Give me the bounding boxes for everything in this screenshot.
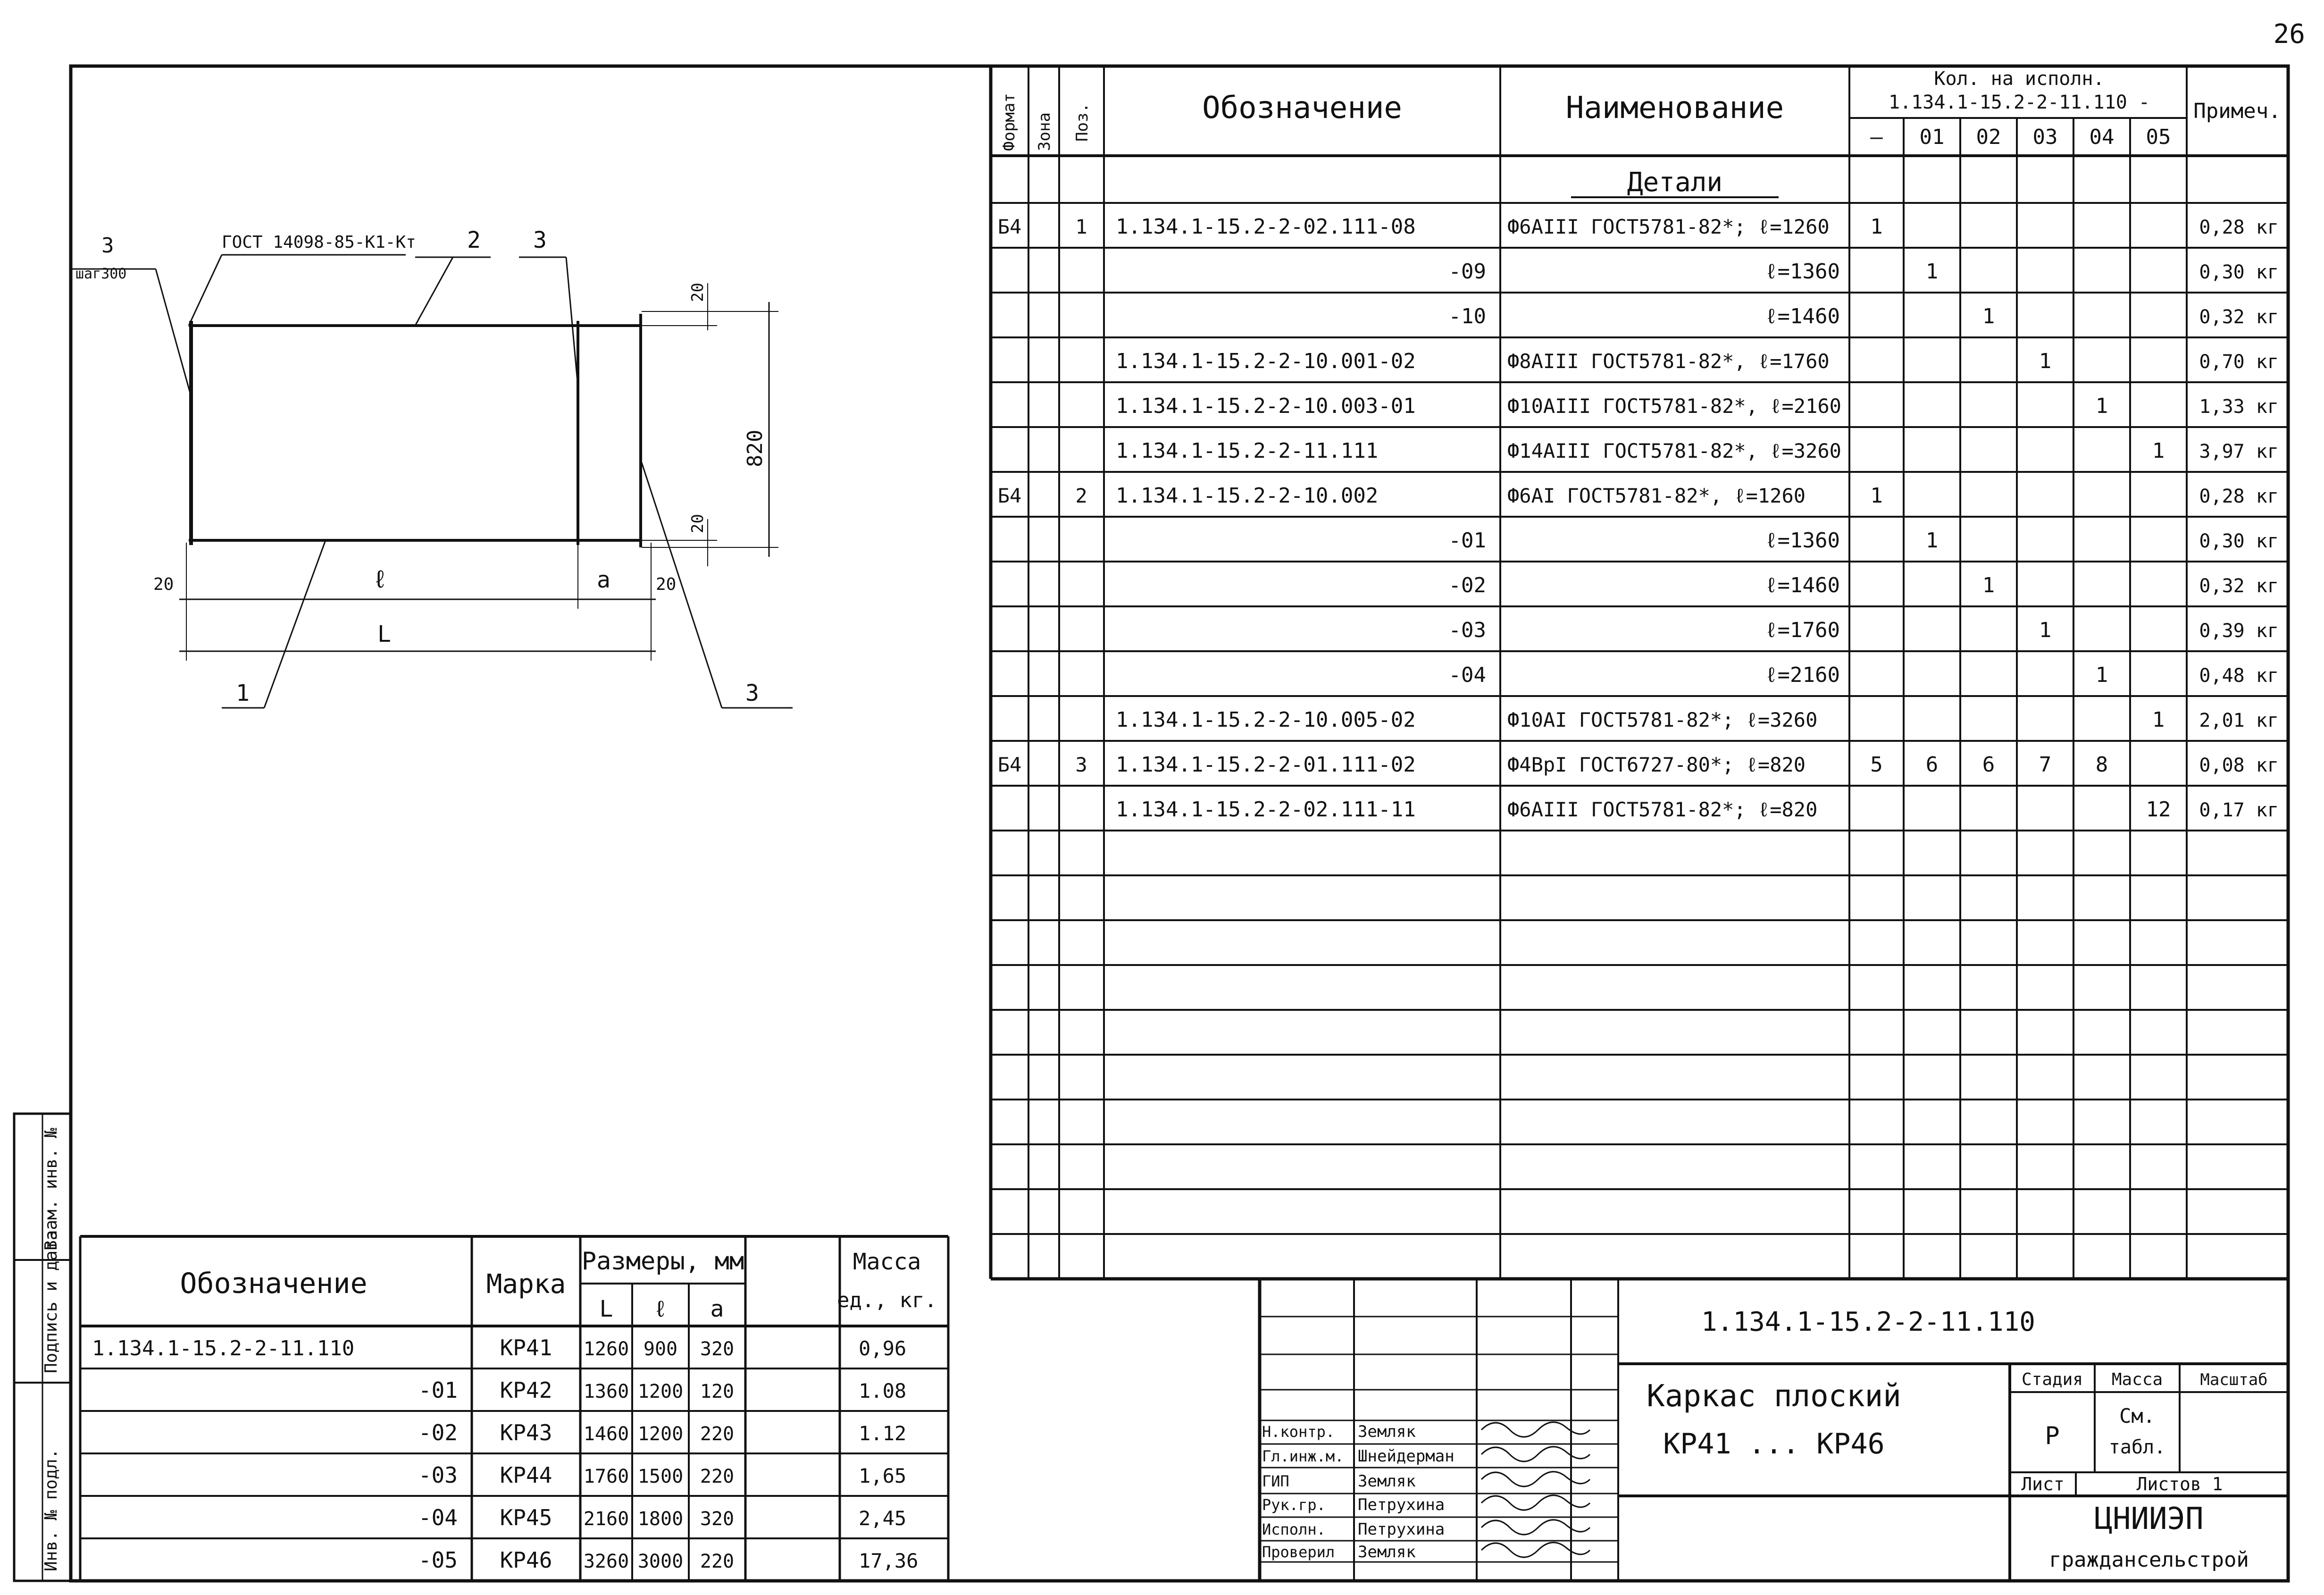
- title-person: Петрухина: [1358, 1495, 1445, 1514]
- marks-row-L: 1360: [583, 1381, 629, 1402]
- page-number: 26: [2273, 19, 2305, 50]
- marks-row-mass: 1.08: [859, 1379, 907, 1402]
- spec-variant-4: 04: [2089, 125, 2115, 149]
- title-org-2: граждансельстрой: [2049, 1548, 2249, 1572]
- spec-row-name: Ф6АIII ГОСТ5781-82*; ℓ=820: [1507, 798, 1818, 821]
- marks-table: [80, 1236, 948, 1581]
- title-mass-2: табл.: [2108, 1436, 2166, 1458]
- marks-row-a: 320: [700, 1338, 735, 1360]
- title-h-scale: Масштаб: [2200, 1370, 2268, 1389]
- marks-row-designation: -02: [418, 1420, 458, 1445]
- marks-row-a: 220: [700, 1423, 735, 1445]
- title-h-mass: Масса: [2111, 1370, 2163, 1389]
- marks-h-mass2: ед., кг.: [837, 1288, 937, 1312]
- title-person: Земляк: [1358, 1543, 1416, 1561]
- spec-h-name: Наименование: [1565, 91, 1784, 126]
- dim-L: L: [377, 621, 391, 647]
- marks-row-a: 220: [700, 1466, 735, 1487]
- spec-row-format: Б4: [997, 753, 1022, 776]
- marks-h-dims: Размеры, мм: [581, 1247, 744, 1276]
- signature-mark: [1481, 1422, 1590, 1437]
- spec-row-note: 0,70 кг: [2199, 351, 2279, 373]
- signature-mark: [1481, 1543, 1590, 1557]
- title-person: Шнейдерман: [1358, 1447, 1455, 1466]
- title-mass-1: См.: [2119, 1404, 2155, 1427]
- spec-row-note: 0,39 кг: [2199, 620, 2279, 642]
- title-role: Гл.инж.м.: [1262, 1447, 1344, 1465]
- dim-820: 820: [743, 429, 767, 467]
- spec-row-name: Ф4ВрI ГОСТ6727-80*; ℓ=820: [1507, 753, 1806, 776]
- spec-row-qty: 1: [2039, 349, 2052, 373]
- spec-row-qty: 1: [1870, 484, 1883, 508]
- title-code: 1.134.1-15.2-2-11.110: [1701, 1307, 2036, 1337]
- side-stamp-sign: Подпись и дата: [42, 1230, 61, 1373]
- spec-row-qty: 1: [2039, 618, 2052, 642]
- spec-variant-3: 03: [2032, 125, 2058, 149]
- spec-row-note: 0,48 кг: [2199, 665, 2279, 687]
- spec-row-name: Ф14АIII ГОСТ5781-82*, ℓ=3260: [1507, 439, 1841, 462]
- title-role: Проверил: [1262, 1543, 1335, 1561]
- spec-h-designation: Обозначение: [1202, 91, 1402, 126]
- marks-row-mass: 0,96: [859, 1337, 907, 1360]
- spec-row-name: ℓ=1360: [1765, 260, 1840, 284]
- marks-row-l: 1800: [637, 1508, 684, 1530]
- spec-row-name: ℓ=1460: [1765, 573, 1840, 597]
- marks-row-L: 2160: [583, 1508, 629, 1530]
- title-person: Земляк: [1358, 1422, 1416, 1441]
- spec-row-designation: 1.134.1-15.2-2-01.111-02: [1116, 753, 1416, 777]
- signature-mark: [1481, 1520, 1590, 1535]
- spec-row-qty: 1: [2095, 663, 2108, 687]
- spec-row-name: Ф10АIII ГОСТ5781-82*, ℓ=2160: [1507, 395, 1841, 418]
- callout-pos1: 1: [236, 680, 250, 706]
- spec-row-note: 0,08 кг: [2199, 755, 2279, 776]
- spec-row-designation: 1.134.1-15.2-2-02.111-11: [1116, 798, 1416, 822]
- spec-row-pos: 1: [1075, 215, 1087, 238]
- marks-row-a: 120: [700, 1381, 735, 1402]
- spec-row-note: 0,32 кг: [2199, 575, 2279, 597]
- marks-row-mass: 2,45: [859, 1507, 907, 1530]
- title-sheets: Листов 1: [2136, 1474, 2223, 1494]
- spec-row-note: 0,32 кг: [2199, 306, 2279, 328]
- callout-pos3-mid: 3: [533, 227, 547, 253]
- marks-row-designation: -01: [418, 1377, 458, 1403]
- title-name-1: Каркас плоский: [1647, 1379, 1901, 1414]
- callout-gost: ГОСТ 14098-85-К1-Кт: [222, 233, 416, 252]
- spec-h-note: Примеч.: [2193, 99, 2281, 123]
- spec-row-name: ℓ=1460: [1765, 304, 1840, 328]
- dim-20-top: 20: [688, 283, 707, 302]
- spec-row-qty: 1: [2152, 708, 2165, 732]
- marks-row-mass: 1,65: [859, 1464, 907, 1487]
- spec-row-name: Ф8АIII ГОСТ5781-82*, ℓ=1760: [1507, 350, 1830, 373]
- callout-pos3-left: 3: [101, 234, 114, 258]
- marks-h-L: L: [599, 1296, 613, 1322]
- signature-mark: [1481, 1472, 1590, 1486]
- marks-row-designation: -03: [418, 1462, 458, 1488]
- marks-row-mark: КР45: [500, 1505, 552, 1530]
- dim-20-left: 20: [153, 575, 174, 594]
- marks-row-L: 1760: [583, 1466, 629, 1487]
- title-name-2: КР41 ... КР46: [1663, 1427, 1885, 1461]
- spec-row-name: ℓ=1360: [1765, 529, 1840, 553]
- dim-20-bottom: 20: [688, 514, 707, 533]
- spec-h-pos: Поз.: [1073, 103, 1092, 142]
- spec-row-format: Б4: [997, 215, 1022, 238]
- marks-h-mass1: Масса: [853, 1249, 921, 1275]
- spec-row-name: Ф6АIII ГОСТ5781-82*; ℓ=1260: [1507, 215, 1830, 238]
- spec-variant-1: 01: [1919, 125, 1945, 149]
- spec-row-qty: 1: [2095, 394, 2108, 418]
- title-sheet: Лист: [2021, 1474, 2065, 1494]
- marks-row-L: 1260: [583, 1338, 629, 1360]
- spec-row-designation: 1.134.1-15.2-2-11.111: [1116, 439, 1379, 463]
- spec-row-pos: 2: [1075, 484, 1087, 507]
- marks-row-designation: 1.134.1-15.2-2-11.110: [92, 1336, 355, 1360]
- marks-row-mark: КР42: [500, 1377, 552, 1403]
- marks-h-designation: Обозначение: [180, 1267, 368, 1300]
- spec-row-note: 3,97 кг: [2199, 441, 2279, 462]
- spec-variant-2: 02: [1976, 125, 2001, 149]
- spec-row-designation: 1.134.1-15.2-2-02.111-08: [1116, 215, 1416, 239]
- callout-step: шаг300: [75, 266, 127, 282]
- marks-row-designation: -04: [418, 1505, 458, 1530]
- spec-row-qty: 1: [1870, 215, 1883, 239]
- marks-row-l: 900: [643, 1338, 678, 1360]
- spec-row-qty: 8: [2095, 753, 2108, 777]
- spec-section-title: Детали: [1627, 167, 1723, 198]
- dim-a: a: [597, 567, 610, 593]
- spec-row-note: 0,30 кг: [2199, 261, 2279, 283]
- marks-row-mark: КР44: [500, 1462, 552, 1488]
- spec-variant-0: —: [1870, 125, 1883, 149]
- callout-pos2: 2: [467, 227, 481, 253]
- marks-row-l: 1500: [637, 1466, 684, 1487]
- marks-h-a: a: [710, 1296, 724, 1322]
- marks-row-L: 3260: [583, 1551, 629, 1572]
- marks-row-l: 3000: [637, 1551, 684, 1572]
- spec-row-note: 1,33 кг: [2199, 396, 2279, 418]
- title-role: Рук.гр.: [1262, 1496, 1326, 1514]
- spec-row-designation: -02: [1448, 573, 1486, 597]
- title-org-1: ЦНИИЭП: [2094, 1502, 2204, 1536]
- side-stamp-podl: Инв. № подл.: [42, 1448, 61, 1571]
- title-stage: Р: [2045, 1422, 2060, 1450]
- spec-row-designation: -03: [1448, 618, 1486, 642]
- marks-row-a: 320: [700, 1508, 735, 1530]
- dim-l: ℓ: [373, 565, 388, 594]
- dim-20-right: 20: [656, 575, 677, 594]
- title-role: Н.контр.: [1262, 1423, 1335, 1441]
- signature-mark: [1481, 1447, 1590, 1461]
- title-person: Земляк: [1358, 1472, 1416, 1491]
- spec-row-qty: 6: [1925, 753, 1939, 777]
- title-role: ГИП: [1262, 1472, 1289, 1490]
- marks-row-L: 1460: [583, 1423, 629, 1445]
- title-role: Исполн.: [1262, 1520, 1326, 1538]
- spec-row-designation: -04: [1448, 663, 1486, 687]
- marks-row-designation: -05: [418, 1547, 458, 1573]
- spec-row-qty: 12: [2146, 798, 2171, 822]
- marks-row-a: 220: [700, 1551, 735, 1572]
- spec-variant-5: 05: [2146, 125, 2171, 149]
- spec-row-designation: 1.134.1-15.2-2-10.002: [1116, 484, 1379, 508]
- marks-h-mark: Марка: [486, 1269, 566, 1300]
- drawing-labels: [75, 227, 767, 706]
- marks-h-l: ℓ: [653, 1296, 668, 1322]
- side-stamp-vzam: Взам. инв. №: [42, 1127, 61, 1251]
- marks-row-mark: КР43: [500, 1420, 552, 1445]
- callout-pos3-right: 3: [745, 680, 759, 706]
- spec-row-designation: 1.134.1-15.2-2-10.005-02: [1116, 708, 1416, 732]
- specification-table: [991, 66, 2288, 1279]
- spec-row-name: Ф10АI ГОСТ5781-82*; ℓ=3260: [1507, 708, 1818, 731]
- marks-row-mass: 1.12: [859, 1422, 907, 1445]
- signature-mark: [1481, 1495, 1590, 1510]
- spec-row-qty: 6: [1982, 753, 1995, 777]
- frame-drawing: [71, 255, 793, 708]
- spec-row-qty: 1: [2152, 439, 2165, 463]
- spec-row-qty: 1: [1925, 260, 1939, 284]
- spec-row-qty: 7: [2039, 753, 2052, 777]
- marks-row-mark: КР46: [500, 1547, 552, 1573]
- spec-h-qty1: Кол. на исполн.: [1934, 68, 2105, 90]
- marks-row-mark: КР41: [500, 1335, 552, 1360]
- spec-row-note: 0,17 кг: [2199, 799, 2279, 821]
- spec-row-qty: 1: [1982, 573, 1995, 597]
- marks-row-l: 1200: [637, 1381, 684, 1402]
- spec-row-name: Ф6АI ГОСТ5781-82*, ℓ=1260: [1507, 484, 1806, 507]
- spec-row-qty: 5: [1870, 753, 1883, 777]
- spec-row-designation: -01: [1448, 529, 1486, 553]
- spec-row-designation: 1.134.1-15.2-2-10.001-02: [1116, 349, 1416, 373]
- spec-row-note: 0,28 кг: [2199, 486, 2279, 507]
- spec-row-note: 0,28 кг: [2199, 217, 2279, 238]
- marks-row-mass: 17,36: [859, 1549, 919, 1572]
- spec-h-format: Формат: [1000, 93, 1019, 151]
- spec-row-name: ℓ=1760: [1765, 618, 1840, 642]
- spec-row-designation: 1.134.1-15.2-2-10.003-01: [1116, 394, 1416, 418]
- title-person: Петрухина: [1358, 1520, 1445, 1539]
- spec-row-pos: 3: [1075, 753, 1087, 776]
- spec-row-format: Б4: [997, 484, 1022, 507]
- spec-row-qty: 1: [1982, 304, 1995, 328]
- spec-h-qty2: 1.134.1-15.2-2-11.110 -: [1889, 92, 2150, 113]
- spec-row-designation: -10: [1448, 304, 1486, 328]
- spec-row-note: 2,01 кг: [2199, 710, 2279, 731]
- spec-row-designation: -09: [1448, 260, 1486, 284]
- title-h-stage: Стадия: [2021, 1370, 2083, 1389]
- spec-h-zone: Зона: [1035, 112, 1054, 151]
- marks-row-l: 1200: [637, 1423, 684, 1445]
- title-block: [1260, 1279, 2288, 1581]
- spec-row-note: 0,30 кг: [2199, 530, 2279, 552]
- spec-row-qty: 1: [1925, 529, 1939, 553]
- spec-row-name: ℓ=2160: [1765, 663, 1840, 687]
